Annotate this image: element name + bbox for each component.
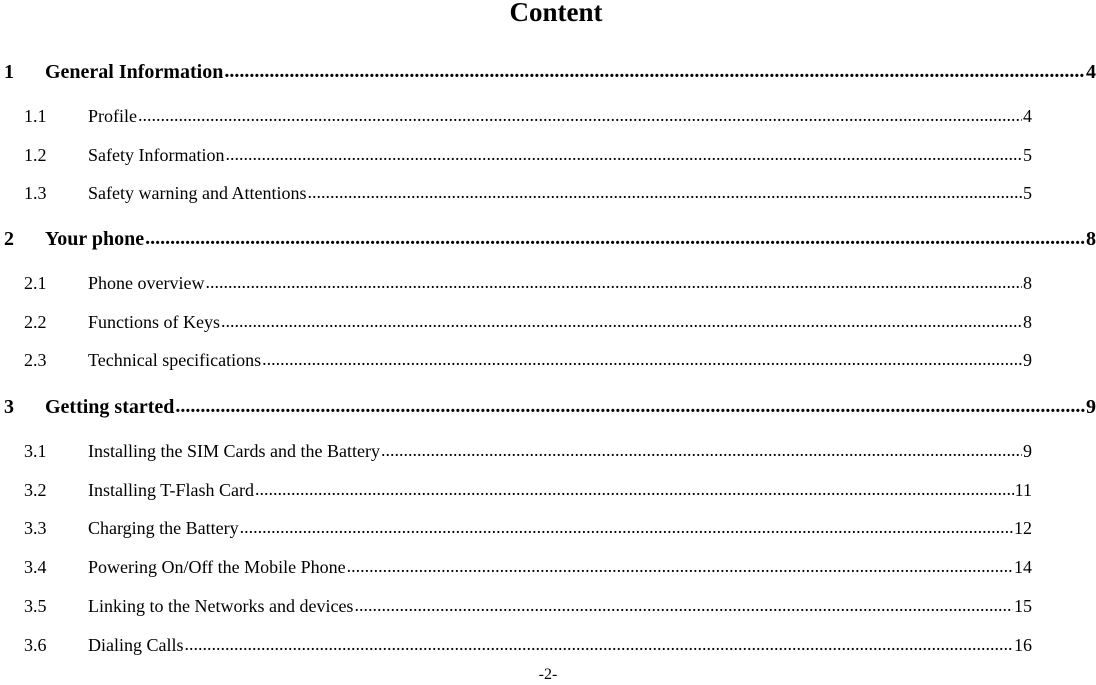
toc-label: General Information <box>45 61 224 83</box>
toc-page-number: 11 <box>1014 480 1032 500</box>
toc-entry-3-2[interactable] <box>24 478 1032 502</box>
toc-page-number: 9 <box>1023 441 1032 461</box>
toc-label: Installing the SIM Cards and the Battery <box>88 441 380 461</box>
toc-number: 3.5 <box>24 596 47 616</box>
toc-number: 3.4 <box>24 557 47 577</box>
toc-label: Powering On/Off the Mobile Phone <box>88 557 346 577</box>
page-title: Content <box>509 0 603 27</box>
toc-page-number: 4 <box>1023 106 1032 126</box>
toc-leader <box>138 104 1022 127</box>
toc-leader <box>255 478 1014 501</box>
toc-number: 1 <box>4 61 14 83</box>
toc-leader <box>205 271 1022 294</box>
toc-page-number: 5 <box>1023 145 1032 165</box>
toc-entry-3[interactable] <box>4 394 1096 420</box>
toc-number: 3.6 <box>24 635 47 655</box>
toc-label: Technical specifications <box>88 350 262 370</box>
toc-label: Phone overview <box>88 273 205 293</box>
toc-leader <box>262 348 1022 371</box>
toc-page-number: 16 <box>1014 635 1032 655</box>
toc-leader <box>225 143 1022 166</box>
toc-page-number: 14 <box>1014 557 1032 577</box>
toc-entry-1-3[interactable] <box>24 181 1032 205</box>
toc-label: Your phone <box>45 228 145 250</box>
toc-page-number: 5 <box>1023 183 1032 203</box>
toc-page-number: 12 <box>1014 518 1032 538</box>
toc-page-number: 8 <box>1023 273 1032 293</box>
toc-entry-1[interactable] <box>4 59 1096 85</box>
toc-number: 1.1 <box>24 106 47 126</box>
toc-leader <box>224 59 1085 84</box>
toc-leader <box>307 181 1022 204</box>
toc-leader <box>175 394 1085 419</box>
toc-number: 2.3 <box>24 350 47 370</box>
toc-entry-1-1[interactable] <box>24 104 1032 128</box>
toc-number: 1.3 <box>24 183 47 203</box>
toc-page-number: 8 <box>1086 228 1096 250</box>
toc-page-number: 8 <box>1023 312 1032 332</box>
toc-leader <box>221 310 1022 333</box>
toc-entry-2[interactable] <box>4 226 1096 252</box>
toc-page-number: 9 <box>1086 396 1096 418</box>
toc-label: Charging the Battery <box>88 518 239 538</box>
toc-leader <box>185 633 1014 656</box>
toc-leader <box>145 226 1085 251</box>
toc-entry-1-2[interactable] <box>24 143 1032 167</box>
toc-number: 2.2 <box>24 312 47 332</box>
toc-label: Profile <box>88 106 137 126</box>
toc-page-number: 4 <box>1086 61 1096 83</box>
toc-leader <box>381 439 1022 462</box>
toc-entry-2-2[interactable] <box>24 310 1032 334</box>
toc-leader <box>240 516 1013 539</box>
toc-entry-3-1[interactable] <box>24 439 1032 463</box>
toc-number: 2 <box>4 228 14 250</box>
toc-label: Installing T-Flash Card <box>88 480 254 500</box>
toc-number: 3.3 <box>24 518 47 538</box>
toc-entry-3-3[interactable] <box>24 516 1032 540</box>
toc-entry-3-5[interactable] <box>24 594 1032 618</box>
toc-leader <box>354 594 1013 617</box>
toc-number: 3.2 <box>24 480 47 500</box>
toc-label: Getting started <box>45 396 175 418</box>
toc-page-number: 9 <box>1023 350 1032 370</box>
toc-label: Linking to the Networks and devices <box>88 596 354 616</box>
toc-number: 1.2 <box>24 145 47 165</box>
toc-number: 2.1 <box>24 273 47 293</box>
toc-label: Safety Information <box>88 145 225 165</box>
toc-number: 3 <box>4 396 14 418</box>
toc-entry-2-3[interactable] <box>24 348 1032 372</box>
toc-label: Functions of Keys <box>88 312 220 332</box>
toc-page-number: 15 <box>1014 596 1032 616</box>
toc-entry-3-6[interactable] <box>24 633 1032 657</box>
toc-number: 3.1 <box>24 441 47 461</box>
toc-leader <box>347 555 1013 578</box>
page-number-footer: -2- <box>538 666 558 683</box>
toc-entry-2-1[interactable] <box>24 271 1032 295</box>
toc-entry-3-4[interactable] <box>24 555 1032 579</box>
toc-label: Safety warning and Attentions <box>88 183 307 203</box>
toc-label: Dialing Calls <box>88 635 184 655</box>
